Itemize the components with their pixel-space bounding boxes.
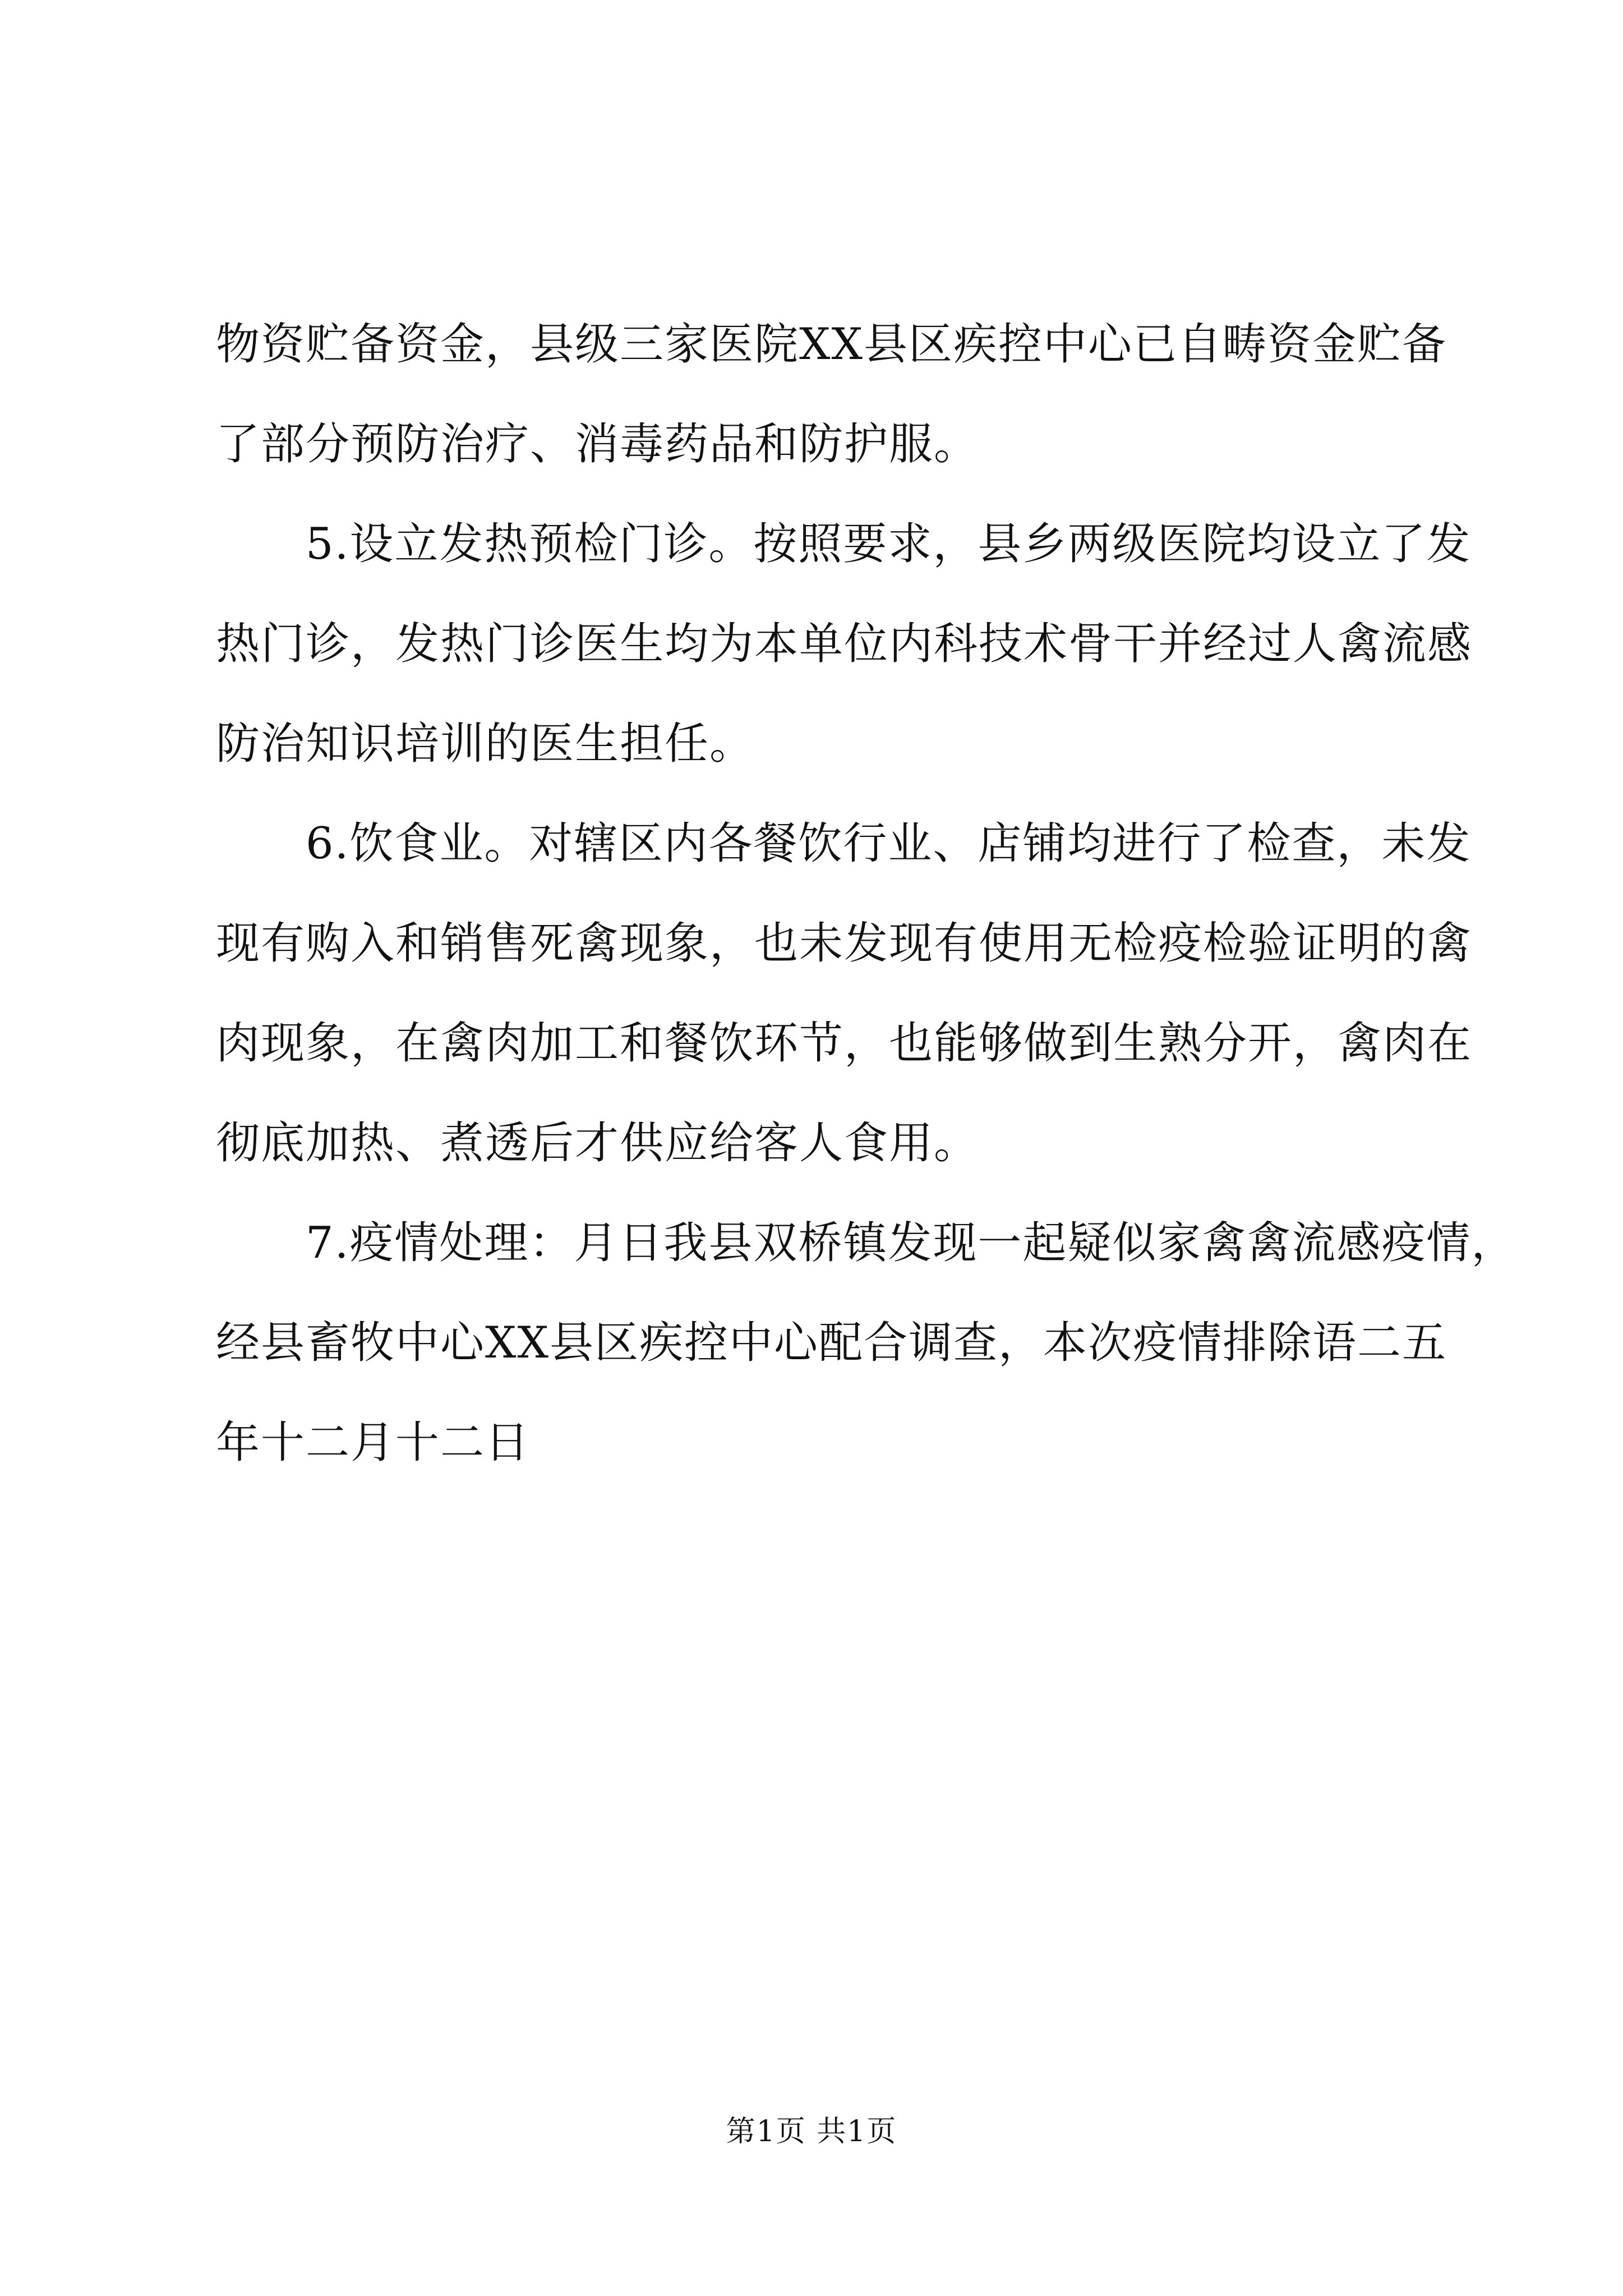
text-line: 经县畜牧中心XX县区疾控中心配合调查，本次疫情排除语二五	[216, 1318, 1447, 1368]
text-line: 了部分预防治疗、消毒药品和防护服。	[216, 419, 979, 470]
text-line: 物资贮备资金，县级三家医院XX县区疾控中心已自畴资金贮备	[216, 319, 1447, 370]
text-line: 现有购入和销售死禽现象，也未发现有使用无检疫检验证明的禽	[216, 918, 1473, 969]
text-line: 彻底加热、煮透后才供应给客人食用。	[216, 1118, 979, 1168]
text-line: 肉现象，在禽肉加工和餐饮环节，也能够做到生熟分开，禽肉在	[216, 1018, 1473, 1069]
paragraph-7-heading-line: 7.疫情处理：月日我县双桥镇发现一起疑似家禽禽流感疫情，	[306, 1218, 1516, 1268]
text-line: 年十二月十二日	[216, 1418, 531, 1468]
text-line: 防治知识培训的医生担任。	[216, 719, 755, 769]
document-body	[216, 295, 1516, 1493]
text-line: 热门诊，发热门诊医生均为本单位内科技术骨干并经过人禽流感	[216, 619, 1473, 669]
paragraph-5-heading-line: 5.设立发热预检门诊。按照要求，县乡两级医院均设立了发	[306, 519, 1472, 569]
page-number-footer: 第1页 共1页	[726, 2115, 897, 2148]
paragraph-6-heading-line: 6.饮食业。对辖区内各餐饮行业、店铺均进行了检查，未发	[306, 818, 1472, 869]
